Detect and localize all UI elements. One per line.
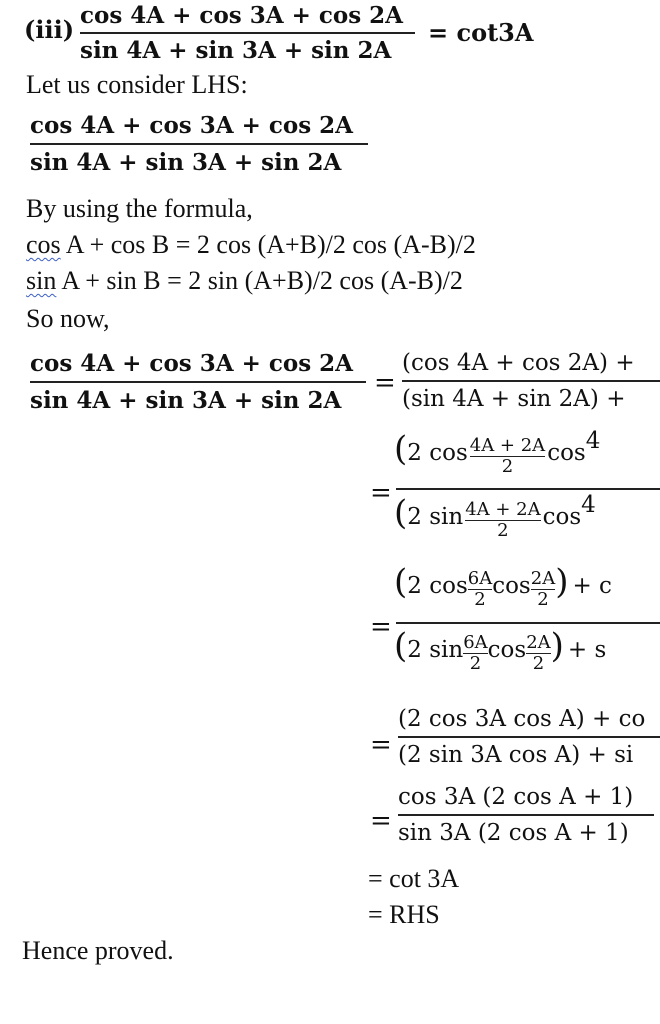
step3-num-frac1 xyxy=(468,569,492,611)
frac-num: 6A xyxy=(467,567,493,589)
conclusion-line: Hence proved. xyxy=(22,936,174,965)
formula-sin xyxy=(26,266,463,296)
frac-den: 2 xyxy=(537,589,549,611)
frac-num: 4A + 2A xyxy=(469,434,546,456)
problem-label: (iii) xyxy=(24,15,75,44)
step3-numerator xyxy=(394,562,612,610)
close-paren: ) xyxy=(550,626,564,666)
formula-sin-rest: A + sin B = 2 sin (A+B)/2 cos (A-B)/2 xyxy=(56,266,463,295)
step3-den-a: 2 sin xyxy=(407,637,464,663)
step2-num-cut: 4 xyxy=(585,428,601,454)
step2-den-post: cos xyxy=(542,504,582,530)
fraction-bar xyxy=(398,736,660,738)
formula-cos xyxy=(26,230,476,260)
frac-den: 2 xyxy=(474,589,486,611)
formula-intro: By using the formula, xyxy=(26,194,253,223)
problem-rhs: = cot3A xyxy=(428,18,534,47)
problem-denominator: sin 4A + sin 3A + sin 2A xyxy=(80,37,392,64)
step2-den-cut: 4 xyxy=(581,492,596,518)
step3-den-frac2 xyxy=(526,633,550,675)
step1-equals: = xyxy=(374,368,396,398)
fraction-bar xyxy=(80,32,415,34)
problem-numerator: cos 4A + cos 3A + cos 2A xyxy=(80,2,404,29)
step3-num-a: 2 cos xyxy=(407,573,468,599)
so-now-line: So now, xyxy=(26,304,110,333)
lhs-numerator: cos 4A + cos 3A + cos 2A xyxy=(30,112,354,139)
open-paren: ( xyxy=(394,429,408,469)
formula-cos-word: cos xyxy=(26,230,61,259)
fraction-bar xyxy=(30,381,366,383)
step1-numerator: (cos 4A + cos 2A) + xyxy=(402,350,635,376)
step3-num-b: cos xyxy=(492,573,531,599)
step2-num-frac xyxy=(470,436,545,478)
step2-num-post: cos xyxy=(547,440,586,466)
step5-denominator: sin 3A (2 cos A + 1) xyxy=(398,820,629,846)
step6-line: = cot 3A xyxy=(368,864,460,893)
step1-lhs-denominator: sin 4A + sin 3A + sin 2A xyxy=(30,387,342,414)
consider-line: Let us consider LHS: xyxy=(26,70,248,99)
fraction-bar xyxy=(396,488,660,490)
step1-rhs-fraction xyxy=(402,350,660,412)
frac-num: 6A xyxy=(463,631,488,653)
fraction-bar xyxy=(30,143,368,145)
step1-lhs-fraction xyxy=(30,350,366,414)
step2-equals: = xyxy=(370,478,392,508)
step5-numerator: cos 3A (2 cos A + 1) xyxy=(398,784,634,810)
step2-denominator xyxy=(394,492,596,541)
step3-equals: = xyxy=(370,612,392,642)
step1-lhs-numerator: cos 4A + cos 3A + cos 2A xyxy=(30,350,354,377)
frac-den: 2 xyxy=(532,653,545,675)
fraction-bar xyxy=(396,622,660,624)
frac-den: 2 xyxy=(469,653,482,675)
step3-den-tail: + s xyxy=(567,637,607,663)
step4-denominator: (2 sin 3A cos A) + si xyxy=(398,742,634,768)
step3-num-frac2 xyxy=(531,569,555,611)
close-paren: ) xyxy=(555,562,569,602)
frac-den: 2 xyxy=(497,520,509,542)
open-paren: ( xyxy=(394,626,408,666)
step3-denominator xyxy=(394,626,606,674)
lhs-denominator: sin 4A + sin 3A + sin 2A xyxy=(30,149,342,176)
open-paren: ( xyxy=(394,562,408,602)
step2-den-frac xyxy=(465,500,540,542)
open-paren: ( xyxy=(394,493,408,533)
step2-den-pre: 2 sin xyxy=(407,504,464,530)
frac-num: 2A xyxy=(530,567,556,589)
step7-line: = RHS xyxy=(368,900,440,929)
frac-num: 2A xyxy=(526,631,551,653)
step4-fraction xyxy=(398,706,660,768)
frac-den: 2 xyxy=(501,456,514,478)
step2-numerator xyxy=(394,428,600,477)
fraction-bar xyxy=(398,814,654,816)
fraction-bar xyxy=(402,380,660,382)
problem-fraction xyxy=(80,2,415,64)
step3-den-frac1 xyxy=(463,633,487,675)
formula-sin-word: sin xyxy=(26,266,57,295)
step4-equals: = xyxy=(370,730,392,760)
formula-cos-rest: A + cos B = 2 cos (A+B)/2 cos (A-B)/2 xyxy=(60,230,476,259)
step1-denominator: (sin 4A + sin 2A) + xyxy=(402,386,626,412)
step4-numerator: (2 cos 3A cos A) + co xyxy=(398,706,646,732)
step3-den-b: cos xyxy=(487,637,527,663)
step5-fraction xyxy=(398,784,654,846)
lhs-fraction xyxy=(30,112,368,176)
frac-num: 4A + 2A xyxy=(465,498,541,520)
step3-num-tail: + c xyxy=(572,573,612,599)
step5-equals: = xyxy=(370,806,392,836)
step2-num-pre: 2 cos xyxy=(407,440,468,466)
